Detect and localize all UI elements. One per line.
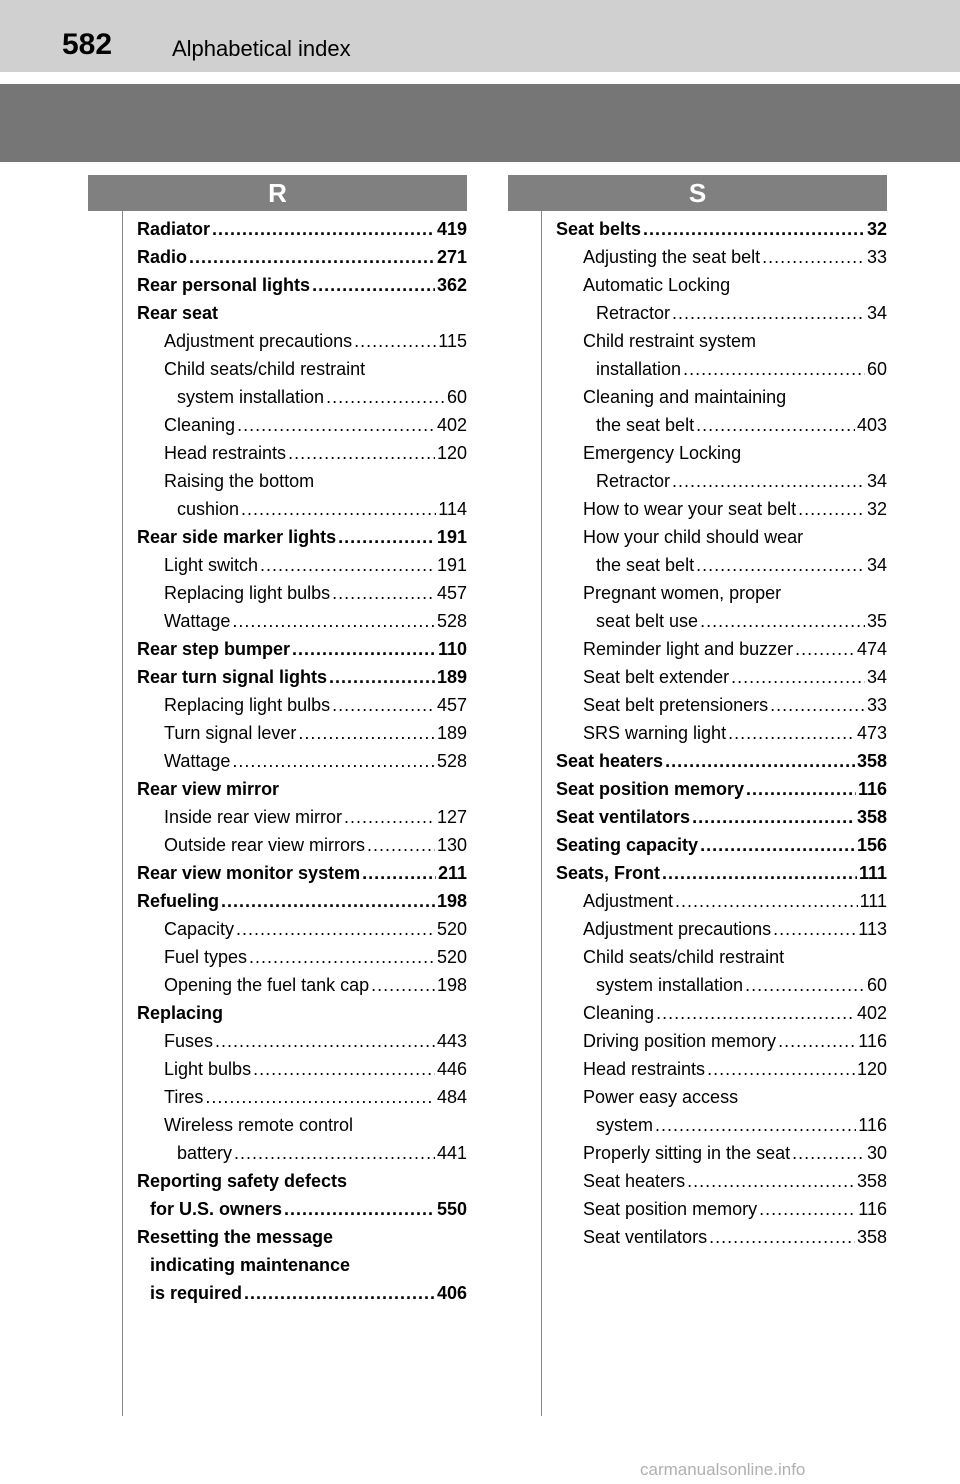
entry-page: 484: [436, 1087, 467, 1107]
entry-page: 110: [437, 639, 467, 659]
entry-text: Seat heaters: [556, 751, 664, 771]
entry-page: 443: [436, 1031, 467, 1051]
entry-page: 528: [436, 611, 467, 631]
dot-leader: [189, 243, 435, 271]
entry-page: 473: [856, 723, 887, 743]
entry-text: Automatic Locking: [583, 275, 731, 295]
entry-page: 116: [858, 1115, 887, 1135]
entry-page: 189: [436, 667, 467, 687]
dot-leader: [687, 1167, 855, 1195]
index-subentry: [556, 971, 887, 999]
entry-page: 358: [856, 807, 887, 827]
index-subentry: [556, 607, 887, 635]
entry-text: Adjustment precautions: [164, 331, 353, 351]
dot-leader: [798, 495, 865, 523]
dot-leader: [707, 1055, 855, 1083]
dot-leader: [312, 271, 435, 299]
dot-leader: [292, 635, 436, 663]
index-entry: [137, 271, 467, 299]
entry-text: Child seats/child restraint: [583, 947, 785, 967]
watermark: carmanualsonline.info: [640, 1460, 806, 1479]
dot-leader: [762, 243, 865, 271]
entry-page: 120: [856, 1059, 887, 1079]
dot-leader: [260, 551, 435, 579]
entry-page: 419: [436, 219, 467, 239]
index-entry: [137, 775, 467, 803]
entry-text: Rear seat: [137, 303, 219, 323]
dot-leader: [362, 859, 436, 887]
index-subentry: [556, 1223, 887, 1251]
entry-text: Retractor: [596, 303, 671, 323]
entry-text: Cleaning: [583, 1003, 655, 1023]
index-entry: [556, 215, 887, 243]
dot-leader: [371, 971, 435, 999]
entry-page: 402: [436, 415, 467, 435]
entry-page: 446: [436, 1059, 467, 1079]
dot-leader: [221, 887, 435, 915]
dot-leader: [232, 607, 435, 635]
entry-text: Rear view mirror: [137, 779, 280, 799]
dot-leader: [672, 467, 865, 495]
entry-text: Light switch: [164, 555, 259, 575]
dot-leader: [655, 1111, 856, 1139]
entry-text: Seat ventilators: [556, 807, 691, 827]
entry-page: 30: [866, 1143, 887, 1163]
dot-leader: [288, 439, 435, 467]
dot-leader: [795, 635, 855, 663]
index-subentry: [556, 243, 887, 271]
entry-text: Pregnant women, proper: [583, 583, 782, 603]
entry-page: 111: [859, 891, 887, 911]
dot-leader: [643, 215, 865, 243]
index-subentry: [556, 383, 887, 411]
index-subentry: [137, 383, 467, 411]
entry-page: 198: [436, 891, 467, 911]
dot-leader: [344, 803, 435, 831]
dot-leader: [234, 1139, 435, 1167]
entry-text: Light bulbs: [164, 1059, 252, 1079]
entry-text: Cleaning and maintaining: [583, 387, 787, 407]
entry-text: Properly sitting in the seat: [583, 1143, 791, 1163]
index-subentry: [137, 1055, 467, 1083]
index-subentry: [556, 887, 887, 915]
entry-text: the seat belt: [596, 555, 695, 575]
entry-page: 32: [866, 499, 887, 519]
dot-leader: [662, 859, 857, 887]
dot-leader: [728, 719, 855, 747]
entry-text: installation: [596, 359, 682, 379]
entry-page: 520: [436, 947, 467, 967]
index-subentry: [556, 1027, 887, 1055]
entry-page: 358: [856, 751, 887, 771]
entry-page: 111: [858, 863, 887, 883]
entry-page: 358: [856, 1227, 887, 1247]
index-subentry: [556, 411, 887, 439]
entry-text: Power easy access: [583, 1087, 739, 1107]
dot-leader: [672, 299, 865, 327]
entry-text: Outside rear view mirrors: [164, 835, 366, 855]
entry-page: 362: [436, 275, 467, 295]
dot-leader: [709, 1223, 855, 1251]
entry-text: system installation: [177, 387, 325, 407]
index-subentry: [556, 1111, 887, 1139]
dot-leader: [367, 831, 435, 859]
index-entry: [137, 999, 467, 1027]
index-subentry: [556, 1055, 887, 1083]
dot-leader: [778, 1027, 856, 1055]
index-subentry: [137, 579, 467, 607]
index-subentry: [556, 635, 887, 663]
entry-page: 34: [866, 667, 887, 687]
index-subentry: [137, 1083, 467, 1111]
entry-text: is required: [150, 1283, 243, 1303]
entry-page: 35: [866, 611, 887, 631]
entry-text: Inside rear view mirror: [164, 807, 343, 827]
index-entry: [556, 831, 887, 859]
dot-leader: [332, 579, 435, 607]
entry-page: 60: [866, 359, 887, 379]
page-number: 582: [62, 28, 113, 61]
entry-text: Seat belt extender: [583, 667, 730, 687]
entry-text: Head restraints: [164, 443, 287, 463]
entry-text: Adjustment precautions: [583, 919, 772, 939]
index-entry: [137, 215, 467, 243]
index-entry: [556, 747, 887, 775]
index-entry: [137, 299, 467, 327]
index-column-s: [556, 215, 887, 1251]
index-subentry: [556, 1167, 887, 1195]
index-subentry: [137, 467, 467, 495]
entry-text: Radiator: [137, 219, 211, 239]
entry-text: Tires: [164, 1087, 204, 1107]
index-subentry: [137, 551, 467, 579]
entry-page: 32: [866, 219, 887, 239]
entry-text: Fuel types: [164, 947, 248, 967]
entry-page: 127: [436, 807, 467, 827]
dot-leader: [683, 355, 865, 383]
entry-text: How your child should wear: [583, 527, 804, 547]
entry-text: Cleaning: [164, 415, 236, 435]
index-entry: [137, 523, 467, 551]
entry-page: 271: [436, 247, 467, 267]
index-subentry: [137, 943, 467, 971]
entry-text: Wattage: [164, 611, 231, 631]
index-subentry: [556, 663, 887, 691]
entry-text: Driving position memory: [583, 1031, 777, 1051]
entry-text: Emergency Locking: [583, 443, 742, 463]
index-entry: [556, 775, 887, 803]
entry-text: Capacity: [164, 919, 235, 939]
index-entry: [137, 1251, 467, 1279]
index-subentry: [137, 495, 467, 523]
index-subentry: [137, 719, 467, 747]
dot-leader: [329, 663, 435, 691]
index-subentry: [137, 1139, 467, 1167]
dot-leader: [700, 607, 865, 635]
entry-text: system installation: [596, 975, 744, 995]
entry-page: 457: [436, 695, 467, 715]
entry-page: 474: [856, 639, 887, 659]
dot-leader: [253, 1055, 435, 1083]
dot-leader: [759, 1195, 856, 1223]
entry-text: Rear step bumper: [137, 639, 291, 659]
entry-text: Seat belt pretensioners: [583, 695, 769, 715]
entry-page: 33: [866, 695, 887, 715]
entry-text: Seat heaters: [583, 1171, 686, 1191]
index-subentry: [556, 495, 887, 523]
column-rule-r: [122, 211, 123, 1416]
entry-page: 116: [858, 1031, 887, 1051]
index-entry: [556, 859, 887, 887]
dot-leader: [656, 999, 855, 1027]
entry-text: Seat position memory: [583, 1199, 758, 1219]
entry-text: Raising the bottom: [164, 471, 315, 491]
dot-leader: [692, 803, 855, 831]
entry-text: the seat belt: [596, 415, 695, 435]
entry-text: Seating capacity: [556, 835, 699, 855]
index-entry: [137, 859, 467, 887]
entry-text: seat belt use: [596, 611, 699, 631]
entry-text: Rear view monitor system: [137, 863, 361, 883]
index-subentry: [556, 579, 887, 607]
entry-text: Adjustment: [583, 891, 674, 911]
index-subentry: [556, 691, 887, 719]
dot-leader: [249, 943, 435, 971]
section-header-r: R: [88, 175, 467, 211]
entry-page: 60: [446, 387, 467, 407]
dot-leader: [332, 691, 435, 719]
entry-text: Wireless remote control: [164, 1115, 354, 1135]
dot-leader: [731, 663, 865, 691]
entry-page: 156: [856, 835, 887, 855]
entry-text: Seat position memory: [556, 779, 745, 799]
index-subentry: [137, 355, 467, 383]
index-subentry: [556, 999, 887, 1027]
entry-text: Radio: [137, 247, 188, 267]
entry-text: Rear turn signal lights: [137, 667, 328, 687]
dot-leader: [237, 411, 435, 439]
entry-text: battery: [177, 1143, 233, 1163]
index-subentry: [556, 915, 887, 943]
entry-page: 130: [436, 835, 467, 855]
index-entry: [137, 887, 467, 915]
header-band: [0, 84, 960, 162]
entry-text: Reminder light and buzzer: [583, 639, 794, 659]
index-subentry: [556, 1139, 887, 1167]
dot-leader: [354, 327, 436, 355]
index-subentry: [556, 943, 887, 971]
dot-leader: [212, 215, 435, 243]
entry-page: 528: [436, 751, 467, 771]
index-entry: [556, 803, 887, 831]
dot-leader: [326, 383, 445, 411]
entry-page: 34: [866, 303, 887, 323]
index-entry: [137, 1223, 467, 1251]
entry-text: Seats, Front: [556, 863, 661, 883]
entry-page: 33: [866, 247, 887, 267]
index-subentry: [137, 439, 467, 467]
dot-leader: [215, 1027, 435, 1055]
entry-text: Head restraints: [583, 1059, 706, 1079]
index-subentry: [556, 439, 887, 467]
entry-text: Rear side marker lights: [137, 527, 337, 547]
dot-leader: [700, 831, 855, 859]
index-subentry: [137, 971, 467, 999]
index-subentry: [556, 299, 887, 327]
dot-leader: [696, 411, 855, 439]
entry-text: Reporting safety defects: [137, 1171, 348, 1191]
entry-page: 198: [436, 975, 467, 995]
entry-page: 457: [436, 583, 467, 603]
entry-page: 116: [857, 779, 887, 799]
index-subentry: [556, 1083, 887, 1111]
entry-page: 60: [866, 975, 887, 995]
column-rule-s: [541, 211, 542, 1416]
index-subentry: [137, 411, 467, 439]
entry-page: 189: [436, 723, 467, 743]
page-title: Alphabetical index: [172, 36, 351, 61]
index-subentry: [556, 719, 887, 747]
page-header: [0, 0, 960, 72]
entry-text: Fuses: [164, 1031, 214, 1051]
dot-leader: [675, 887, 858, 915]
entry-text: Seat belts: [556, 219, 642, 239]
entry-text: Replacing light bulbs: [164, 695, 331, 715]
index-subentry: [137, 327, 467, 355]
entry-page: 191: [436, 527, 467, 547]
index-subentry: [556, 355, 887, 383]
entry-text: Rear personal lights: [137, 275, 311, 295]
index-subentry: [137, 915, 467, 943]
dot-leader: [205, 1083, 435, 1111]
dot-leader: [696, 551, 865, 579]
index-column-r: [137, 215, 467, 1307]
entry-page: 358: [856, 1171, 887, 1191]
entry-page: 34: [866, 471, 887, 491]
entry-page: 520: [436, 919, 467, 939]
dot-leader: [236, 915, 435, 943]
entry-text: Resetting the message: [137, 1227, 334, 1247]
dot-leader: [298, 719, 435, 747]
entry-page: 211: [437, 863, 467, 883]
entry-page: 403: [856, 415, 887, 435]
entry-text: system: [596, 1115, 654, 1135]
entry-text: Retractor: [596, 471, 671, 491]
entry-page: 120: [436, 443, 467, 463]
entry-text: for U.S. owners: [150, 1199, 283, 1219]
entry-text: Wattage: [164, 751, 231, 771]
entry-page: 550: [436, 1199, 467, 1219]
index-subentry: [556, 1195, 887, 1223]
dot-leader: [773, 915, 856, 943]
dot-leader: [284, 1195, 435, 1223]
entry-text: Adjusting the seat belt: [583, 247, 761, 267]
entry-page: 113: [858, 919, 887, 939]
entry-text: indicating maintenance: [150, 1255, 351, 1275]
index-entry: [137, 1195, 467, 1223]
entry-text: Opening the fuel tank cap: [164, 975, 370, 995]
section-header-s: S: [508, 175, 887, 211]
index-subentry: [137, 831, 467, 859]
index-entry: [137, 1167, 467, 1195]
index-subentry: [556, 523, 887, 551]
entry-text: Replacing light bulbs: [164, 583, 331, 603]
entry-page: 115: [438, 331, 467, 351]
entry-page: 34: [866, 555, 887, 575]
entry-page: 406: [436, 1283, 467, 1303]
entry-text: Child restraint system: [583, 331, 757, 351]
entry-text: Child seats/child restraint: [164, 359, 366, 379]
entry-page: 191: [436, 555, 467, 575]
index-subentry: [137, 1027, 467, 1055]
index-entry: [137, 663, 467, 691]
entry-text: Turn signal lever: [164, 723, 297, 743]
index-subentry: [137, 691, 467, 719]
dot-leader: [746, 775, 856, 803]
entry-page: 402: [856, 1003, 887, 1023]
entry-text: Replacing: [137, 1003, 224, 1023]
entry-page: 441: [436, 1143, 467, 1163]
dot-leader: [241, 495, 436, 523]
entry-text: Seat ventilators: [583, 1227, 708, 1247]
dot-leader: [338, 523, 435, 551]
index-subentry: [137, 747, 467, 775]
dot-leader: [665, 747, 855, 775]
index-entry: [137, 635, 467, 663]
entry-page: 114: [438, 499, 467, 519]
entry-text: SRS warning light: [583, 723, 727, 743]
dot-leader: [792, 1139, 865, 1167]
index-subentry: [137, 607, 467, 635]
dot-leader: [770, 691, 865, 719]
dot-leader: [244, 1279, 435, 1307]
entry-page: 116: [858, 1199, 887, 1219]
dot-leader: [745, 971, 865, 999]
index-entry: [137, 1279, 467, 1307]
index-entry: [137, 243, 467, 271]
index-subentry: [556, 467, 887, 495]
entry-text: How to wear your seat belt: [583, 499, 797, 519]
entry-text: Refueling: [137, 891, 220, 911]
index-subentry: [137, 1111, 467, 1139]
dot-leader: [232, 747, 435, 775]
index-subentry: [137, 803, 467, 831]
index-subentry: [556, 551, 887, 579]
index-subentry: [556, 271, 887, 299]
index-subentry: [556, 327, 887, 355]
entry-text: cushion: [177, 499, 240, 519]
